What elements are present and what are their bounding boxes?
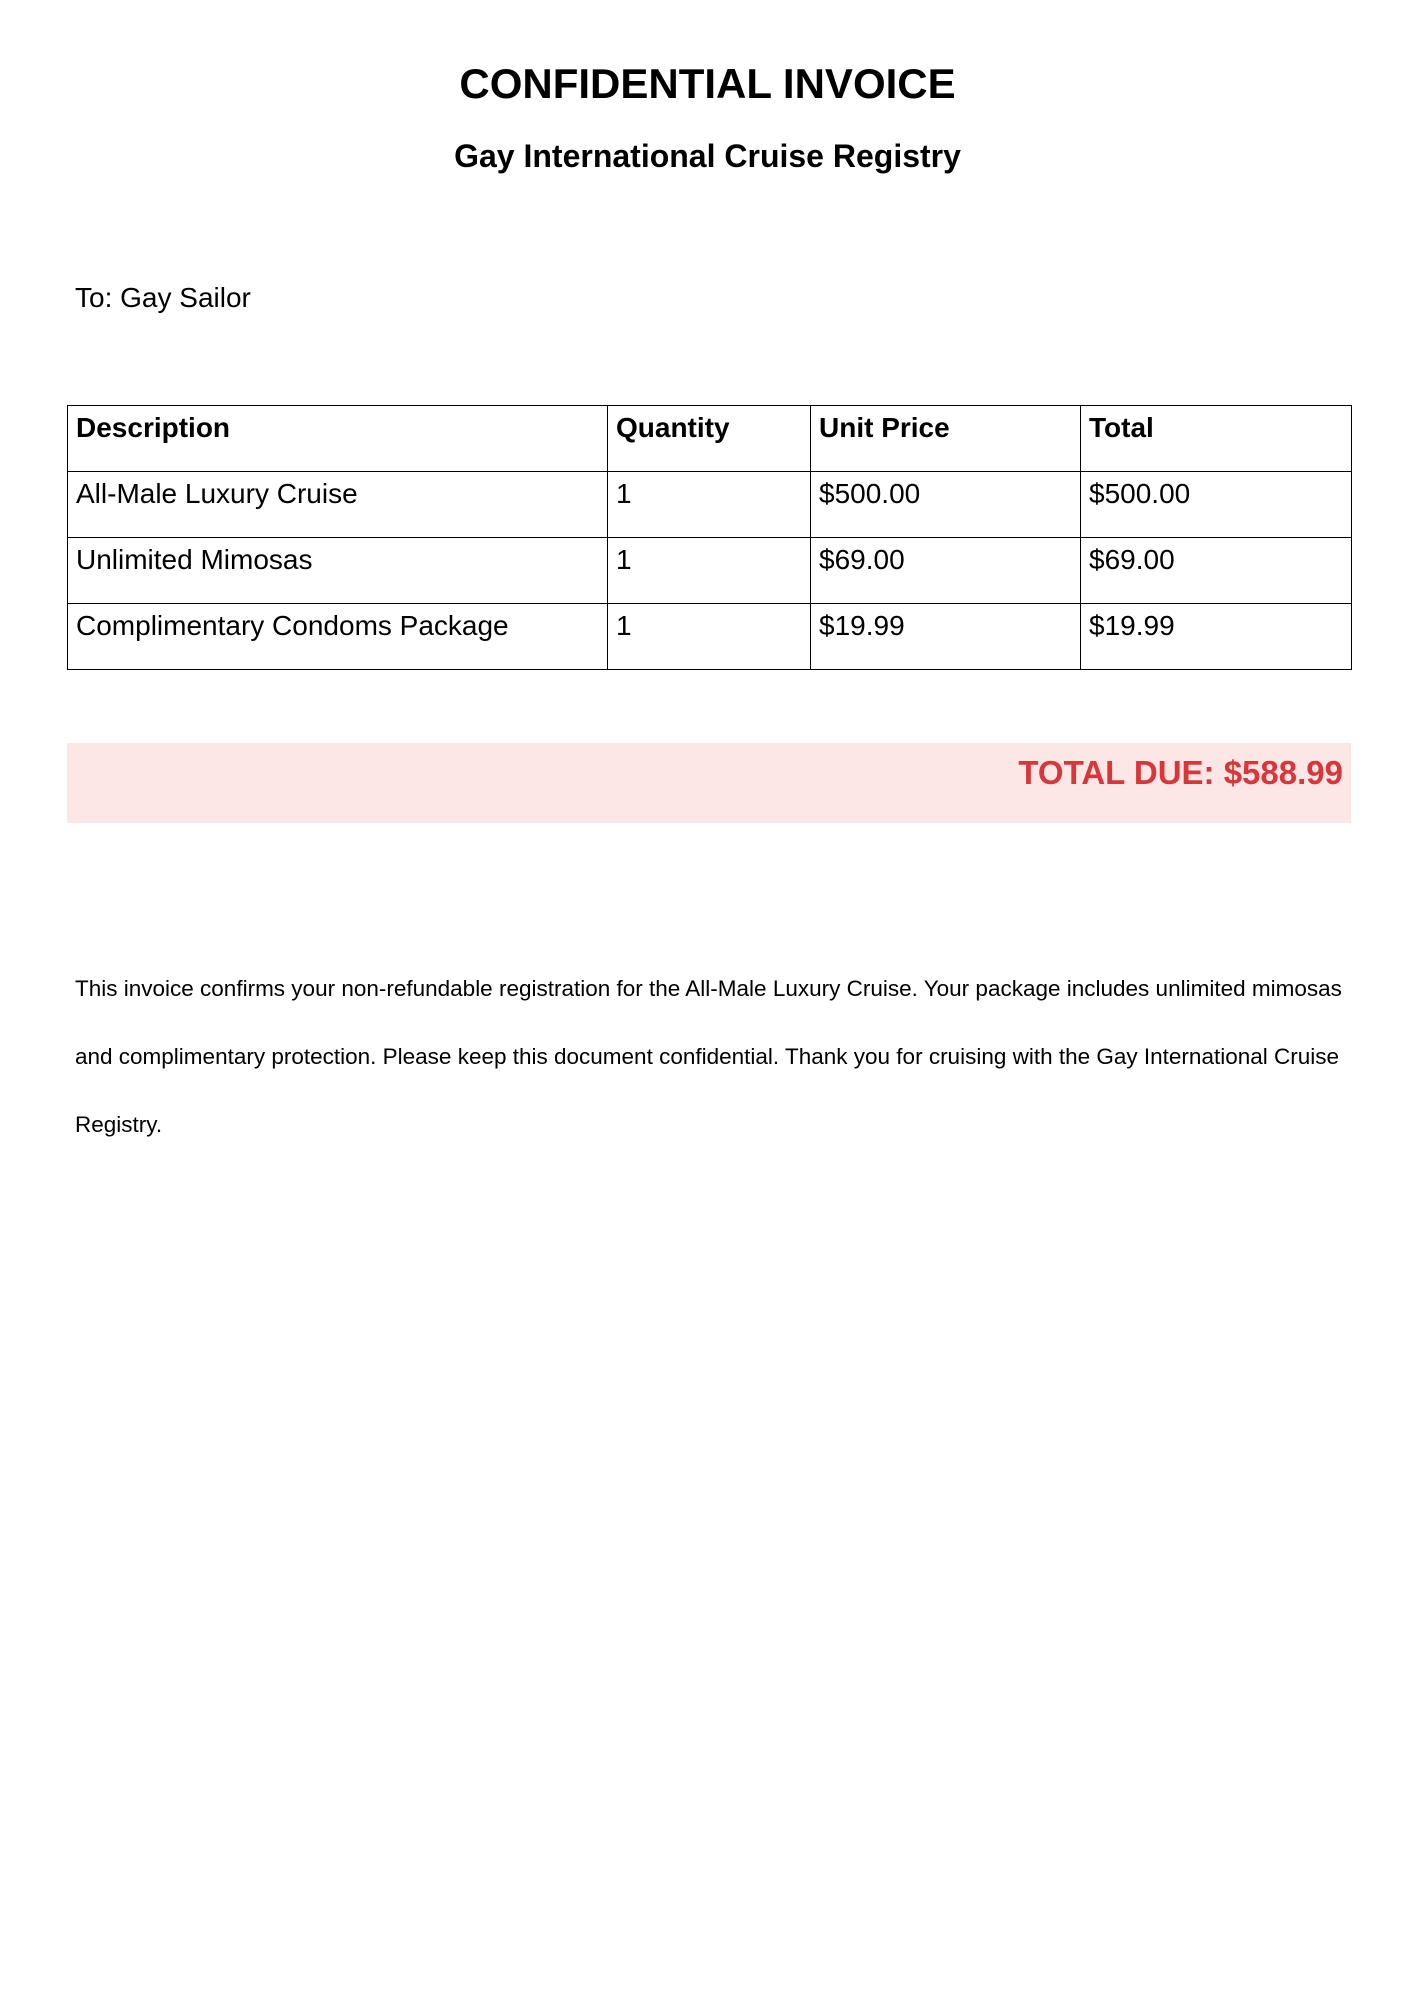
- header-quantity: Quantity: [608, 406, 811, 472]
- header-total: Total: [1081, 406, 1352, 472]
- total-due: TOTAL DUE: $588.99: [67, 743, 1351, 823]
- table-row: [68, 472, 1352, 538]
- cell-description: All-Male Luxury Cruise: [68, 472, 608, 538]
- cell-unit-price: $69.00: [811, 538, 1081, 604]
- header-unit-price: Unit Price: [811, 406, 1081, 472]
- cell-unit-price: $19.99: [811, 604, 1081, 670]
- cell-total: $69.00: [1081, 538, 1352, 604]
- company-name: Gay International Cruise Registry: [454, 138, 961, 174]
- cell-description: Unlimited Mimosas: [68, 538, 608, 604]
- cell-description: Complimentary Condoms Package: [68, 604, 608, 670]
- cell-unit-price: $500.00: [811, 472, 1081, 538]
- invoice-table: [67, 405, 1352, 670]
- cell-quantity: 1: [608, 604, 811, 670]
- recipient: To: Gay Sailor: [75, 282, 251, 313]
- invoice-title: CONFIDENTIAL INVOICE: [459, 60, 956, 107]
- table-row: [68, 538, 1352, 604]
- table-row: [68, 604, 1352, 670]
- cell-total: $500.00: [1081, 472, 1352, 538]
- cell-quantity: 1: [608, 472, 811, 538]
- header-description: Description: [68, 406, 608, 472]
- invoice-note: This invoice confirms your non-refundable registration for the All-Male Luxury Cruise. Your package includes unlimited mimosas and complimentary protection. Please keep this document confidential. Thank you for cruising with the Gay International Cruise Registry.: [75, 976, 1342, 1137]
- table-header-row: [68, 406, 1352, 472]
- cell-total: $19.99: [1081, 604, 1352, 670]
- cell-quantity: 1: [608, 538, 811, 604]
